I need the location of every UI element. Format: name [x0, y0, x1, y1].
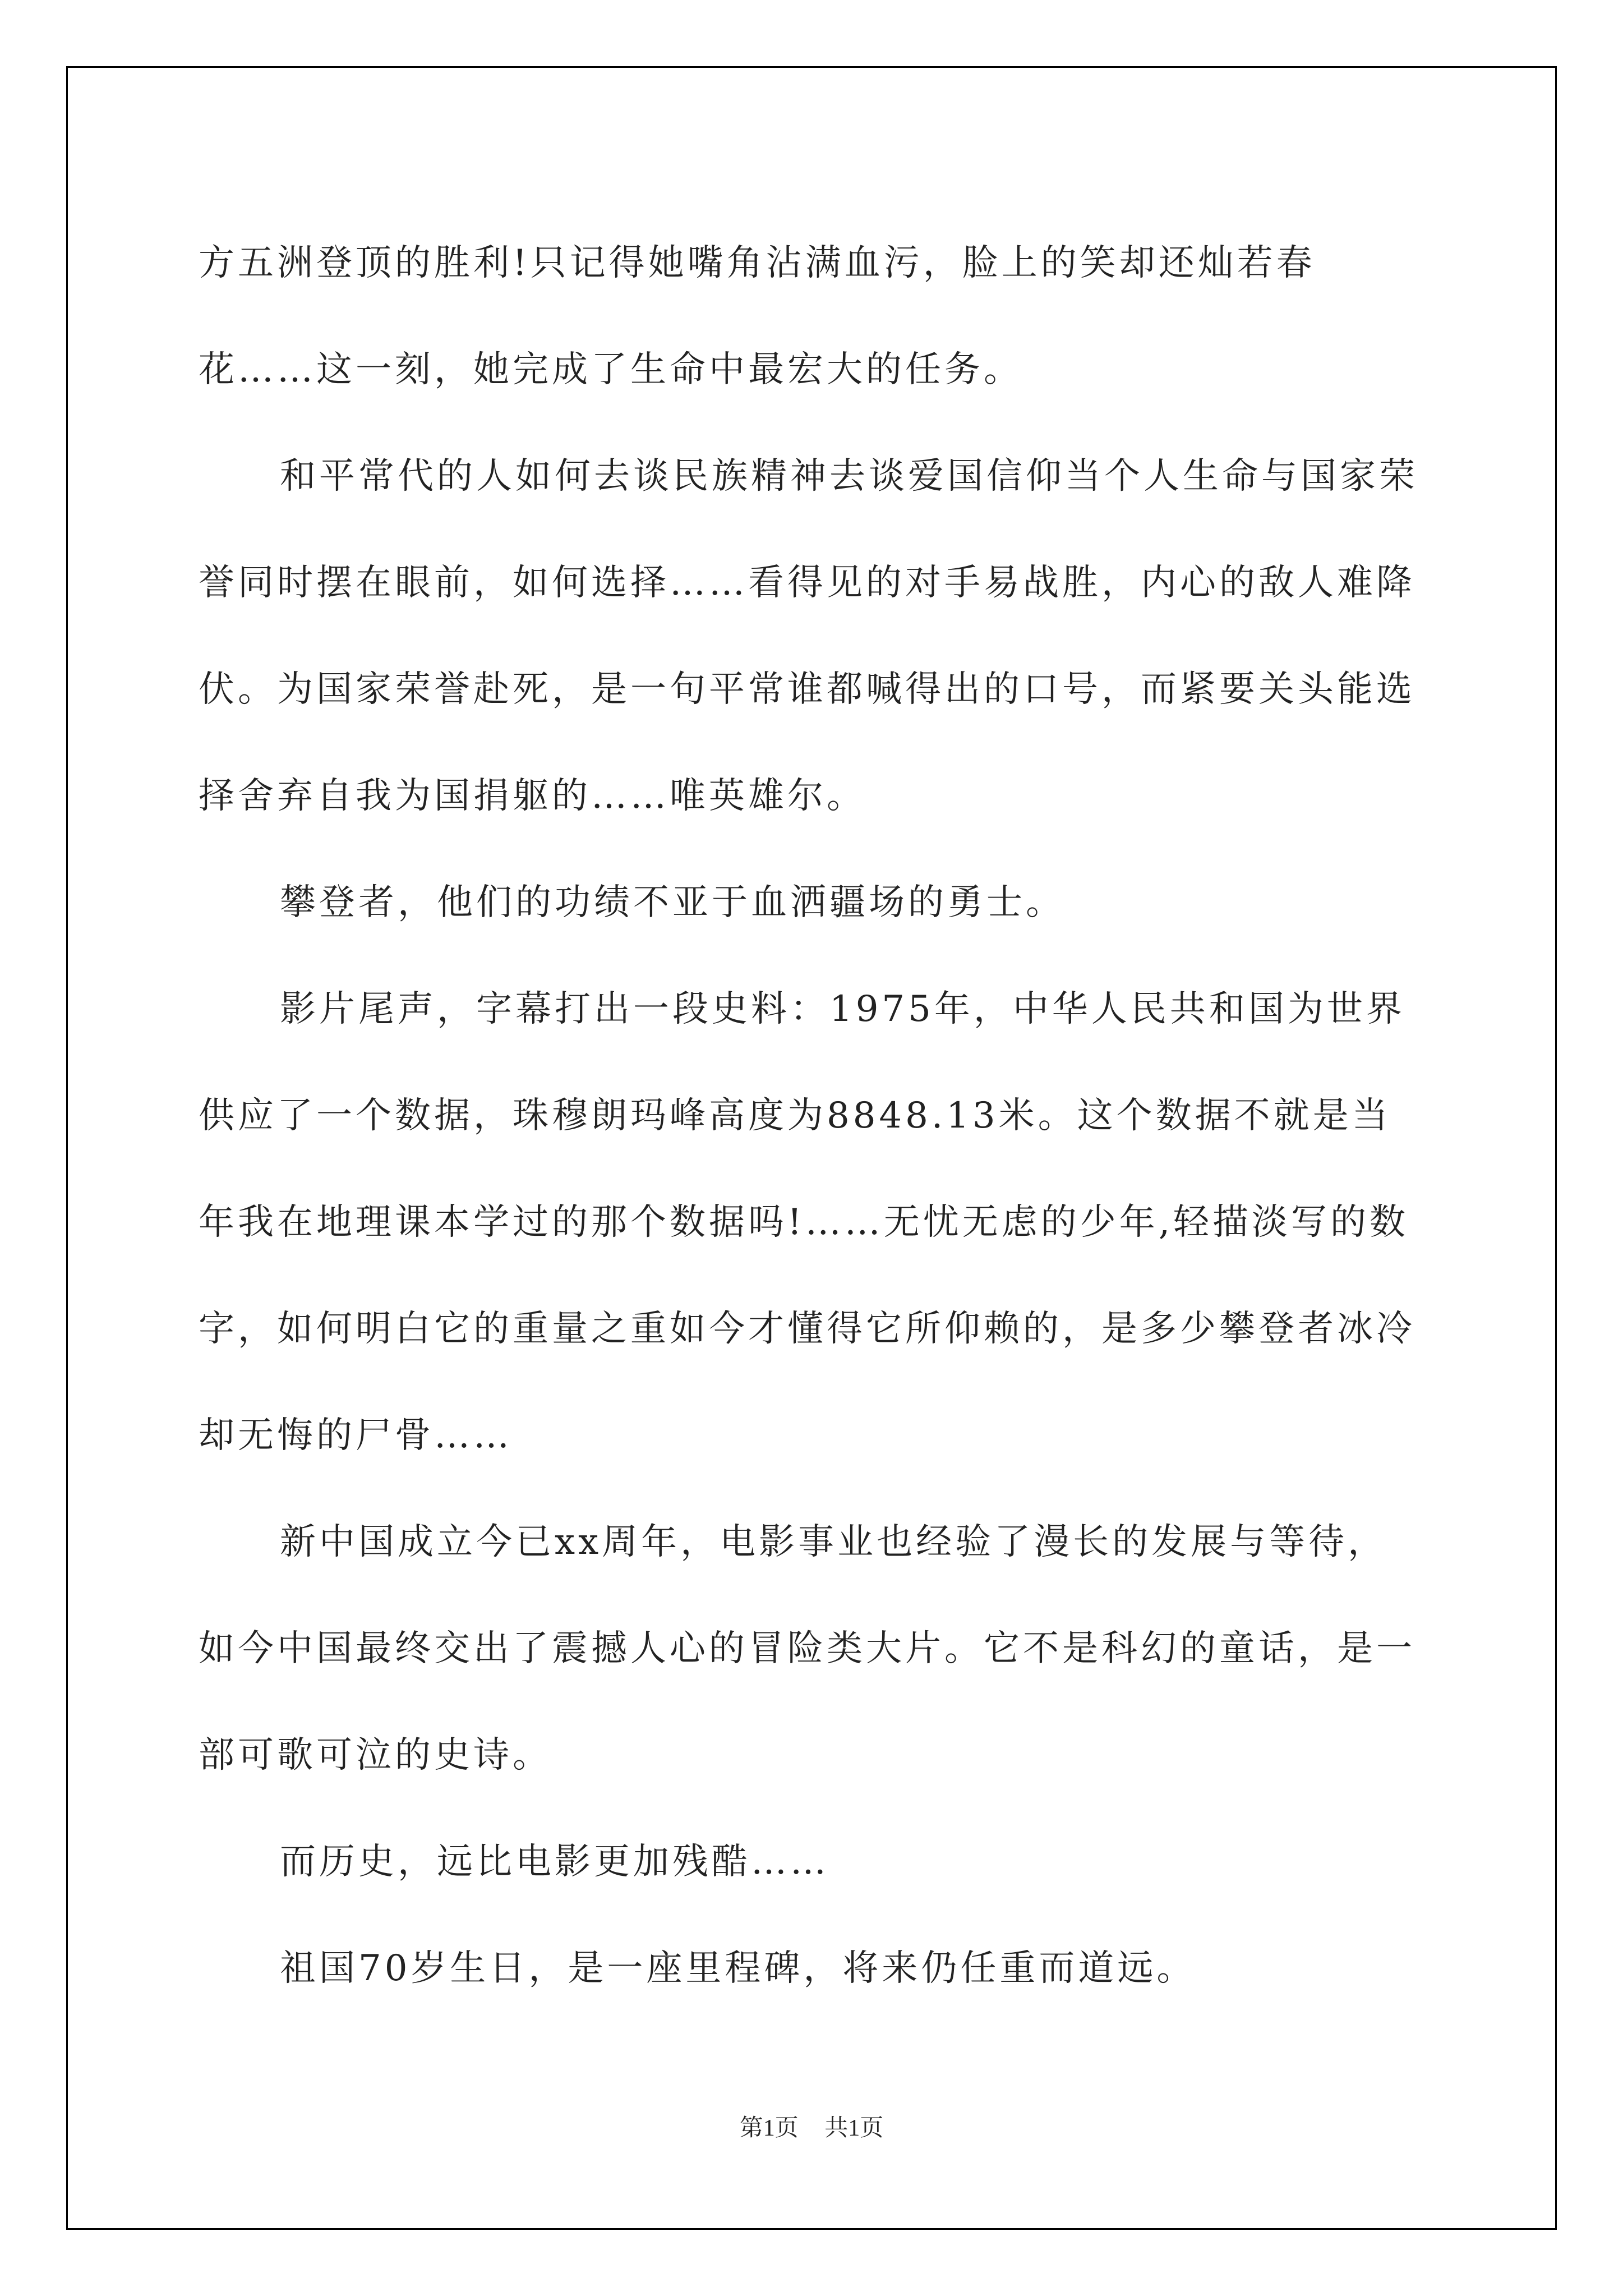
page-number-current: 第1页 [739, 2115, 799, 2141]
paragraph-5: 新中国成立今已xx周年，电影事业也经验了漫长的发展与等待，如今中国最终交出了震撼人心的冒险类大片。它不是科幻的童话，是一部可歌可泣的史诗。 [199, 1521, 1415, 1776]
page-number-total: 共1页 [824, 2115, 884, 2141]
document-body [199, 210, 1421, 2022]
paragraph-7: 祖国70岁生日，是一座里程碑，将来仍任重而道远。 [280, 1948, 1196, 1989]
paragraph-1: 方五洲登顶的胜利!只记得她嘴角沾满血污，脸上的笑却还灿若春花……这一刻，她完成了生命中最宏大的任务。 [199, 242, 1316, 390]
paragraph-2: 和平常代的人如何去谈民族精神去谈爱国信仰当个人生命与国家荣誉同时摆在眼前，如何选择……看得见的对手易战胜，内心的敌人难降伏。为国家荣誉赴死，是一句平常谁都喊得出的口号，而紧要关头能选择舍弃自我为国捐躯的……唯英雄尔。 [199, 455, 1418, 817]
page-footer [0, 2109, 1623, 2143]
paragraph-6: 而历史，远比电影更加残酷…… [280, 1841, 829, 1883]
paragraph-4: 影片尾声，字幕打出一段史料：1975年，中华人民共和国为世界供应了一个数据，珠穆朗玛峰高度为8848.13米。这个数据不就是当年我在地理课本学过的那个数据吗!……无忧无虑的少年,轻描淡写的数字，如何明白它的重量之重如今才懂得它所仰赖的，是多少攀登者冰冷却无悔的尸骨…… [199, 988, 1415, 1456]
paragraph-3: 攀登者，他们的功绩不亚于血洒疆场的勇士。 [280, 882, 1065, 923]
